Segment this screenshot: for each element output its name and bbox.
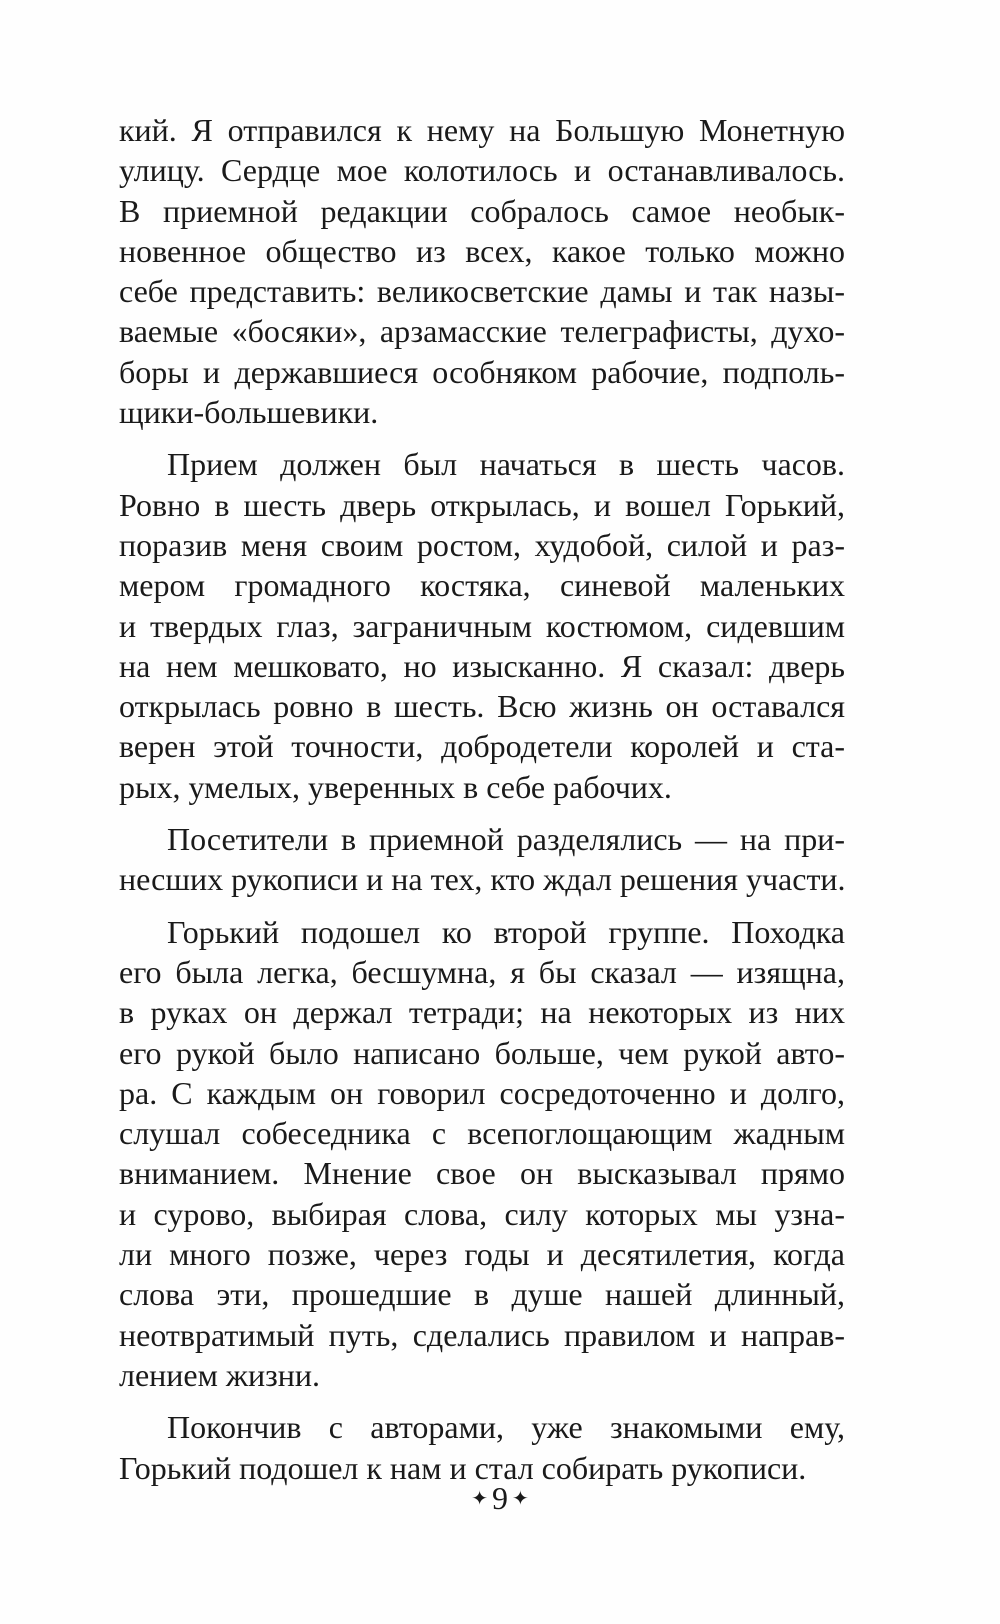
text-line: Покончив с авторами, уже знакомыми ему, [167, 1409, 845, 1446]
text-line: мером громадного костяка, синевой маленьких [119, 567, 845, 604]
page-number-footer [0, 1480, 1000, 1517]
paragraph-gap [119, 807, 845, 819]
ornament-left-icon: ✦ [471, 1488, 488, 1510]
text-line: Посетители в приемной разделялись — на при- [167, 821, 845, 858]
text-line: лением жизни. [119, 1356, 320, 1393]
paragraph-gap [119, 900, 845, 912]
text-line: себе представить: великосветские дамы и так назы- [119, 273, 845, 310]
paragraph [119, 110, 845, 432]
text-line: Горький подошел ко второй группе. Походка [167, 913, 845, 950]
text-line: кий. Я отправился к нему на Большую Монетную [119, 112, 845, 148]
text-line: Прием должен был начаться в шесть часов. [167, 446, 845, 483]
page-number: 9 [492, 1480, 508, 1516]
ornament-right-icon: ✦ [512, 1488, 529, 1510]
text-line: слова эти, прошедшие в душе нашей длинный, [119, 1276, 845, 1313]
text-line: щики-большевики. [119, 394, 379, 431]
text-line: поразив меня своим ростом, худобой, силой и раз- [119, 526, 845, 563]
text-line: слушал собеседника с всепоглощающим жадным [119, 1115, 845, 1152]
paragraph [119, 912, 845, 1396]
text-line: неотвратимый путь, сделались правилом и направ- [119, 1316, 845, 1353]
text-line: ваемые «босяки», арзамасские телеграфисты, духо- [119, 313, 845, 350]
text-line: новенное общество из всех, какое только можно [119, 232, 845, 269]
text-line: и сурово, выбирая слова, силу которых мы узна- [119, 1195, 845, 1232]
text-line: Ровно в шесть дверь открылась, и вошел Горький, [119, 486, 845, 523]
text-line: на нем мешковато, но изысканно. Я сказал: дверь [119, 647, 845, 684]
text-line: В приемной редакции собралось самое необык- [119, 192, 845, 229]
text-line: улицу. Сердце мое колотилось и останавливалось. [119, 152, 845, 189]
text-line: несших рукописи и на тех, кто ждал решения участи. [119, 861, 846, 898]
text-line: его была легка, бесшумна, я бы сказал — изящна, [119, 953, 845, 990]
text-line: боры и державшиеся особняком рабочие, подполь- [119, 353, 845, 390]
text-line: рых, умелых, уверенных в себе рабочих. [119, 768, 672, 805]
paragraph-gap [119, 432, 845, 444]
text-line: Горький подошел к нам и стал собирать рукописи. [119, 1449, 807, 1486]
text-line: вниманием. Мнение свое он высказывал прямо [119, 1155, 845, 1192]
text-line: ли много позже, через годы и десятилетия, когда [119, 1236, 845, 1273]
text-line: и твердых глаз, заграничным костюмом, сидевшим [119, 607, 845, 644]
text-line: открылась ровно в шесть. Всю жизнь он оставался [119, 688, 845, 725]
text-line: верен этой точности, добродетели королей и ста- [119, 728, 845, 765]
paragraph [119, 1407, 845, 1488]
text-line: ра. С каждым он говорил сосредоточенно и долго, [119, 1074, 845, 1111]
body-text [119, 110, 845, 1488]
paragraph [119, 819, 845, 900]
text-line: его рукой было написано больше, чем рукой авто- [119, 1034, 845, 1071]
paragraph-gap [119, 1395, 845, 1407]
paragraph [119, 444, 845, 807]
text-line: в руках он держал тетради; на некоторых из них [119, 994, 845, 1031]
